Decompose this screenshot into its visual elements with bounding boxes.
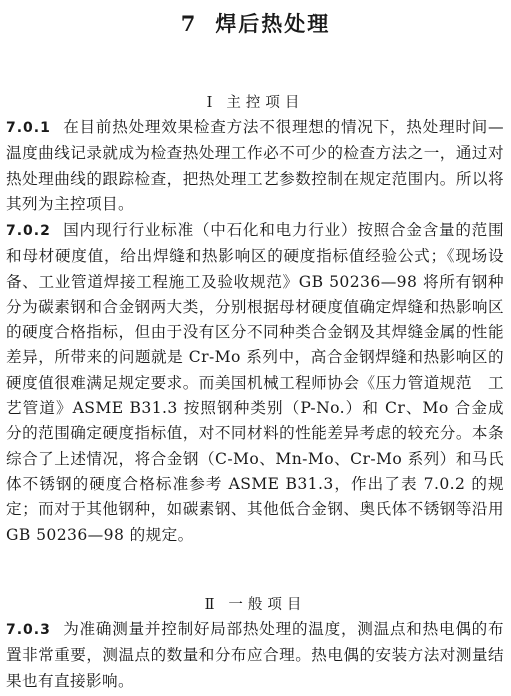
clause-7-0-1 xyxy=(6,115,504,217)
clause-text: 在目前热处理效果检查方法不很理想的情况下，热处理时间—温度曲线记录就成为检查热处理工作必不可少的检查方法之一，通过对热处理曲线的跟踪检查，把热处理工艺参数控制在规定范围内。所以将其列为主控项目。 xyxy=(6,118,504,213)
chapter-title xyxy=(0,8,511,38)
clause-number: 7.0.2 xyxy=(6,223,51,239)
section-heading-general xyxy=(0,593,511,614)
clause-7-0-3 xyxy=(6,617,504,694)
clause-text: 为准确测量并控制好局部热处理的温度，测温点和热电偶的布置非常重要，测温点的数量和分布应合理。热电偶的安装方法对测量结果也有直接影响。 xyxy=(6,620,504,690)
section-heading-main-control xyxy=(0,91,511,112)
section-roman-numeral: Ⅰ xyxy=(206,95,213,111)
chapter-number: 7 xyxy=(180,11,198,36)
clause-number: 7.0.3 xyxy=(6,622,51,638)
clause-7-0-2 xyxy=(6,218,504,548)
section-title: 主控项目 xyxy=(226,95,305,111)
chapter-title-text: 焊后热处理 xyxy=(215,11,331,36)
clause-text: 国内现行行业标准（中石化和电力行业）按照合金含量的范围和母材硬度值，给出焊缝和热影响区的硬度指标值经验公式；《现场设备、工业管道焊接工程施工及验收规范》GB 50236—98 将所有钢种分为碳素钢和合金钢两大类，分别根据母材硬度值确定焊缝和热影响区的硬度合格指标，但由于没有区分不同种类合金钢及其焊缝金属的性能差异，所带来的问题就是 Cr-Mo 系列中，高合金钢焊缝和热影响区的硬度值很难满足规定要求。而美国机械工程师协会《压力管道规范 工艺管道》ASME B31.3 按照钢种类别（P-No.）和 Cr、Mo 合金成分的范围确定硬度指标值，对不同材料的性能差异考虑的较充分。本条综合了上述情况，将合金钢（C-Mo、Mn-Mo、Cr-Mo 系列）和马氏体不锈钢的硬度合格标准参考 ASME B31.3，作出了表 7.0.2 的规定；而对于其他钢种，如碳素钢、其他低合金钢、奥氏体不锈钢等沿用 GB 50236—98 的规定。 xyxy=(6,221,504,544)
clause-number: 7.0.1 xyxy=(6,120,51,136)
section-roman-numeral: Ⅱ xyxy=(204,597,215,613)
section-title: 一般项目 xyxy=(228,597,307,613)
